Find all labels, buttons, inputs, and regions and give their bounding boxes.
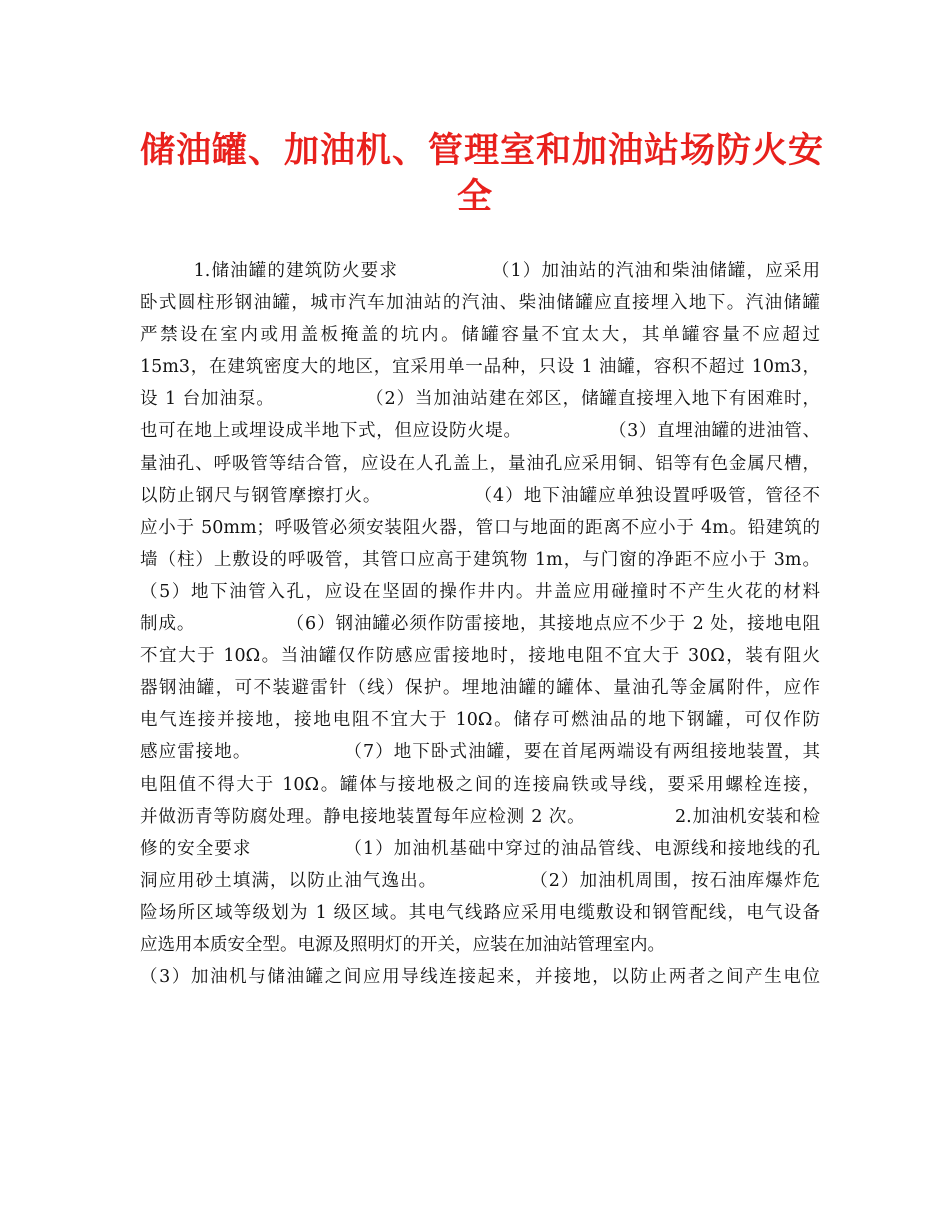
body-line-7: 量油孔、呼吸管等结合管，应设在人孔盖上，量油孔应采用铜、铝等有色金属尺槽，: [140, 453, 820, 474]
body-line-16: 感应雷接地。 （7）地下卧式油罐，要在首尾两端设有两组接地装置，其: [140, 742, 820, 763]
body-line-4: 15m3，在建筑密度大的地区，宜采用单一品种，只设 1 油罐，容积不超过 10m3，: [140, 357, 820, 378]
body-line-1: 1.储油罐的建筑防火要求 （1）加油站的汽油和柴油储罐，应采用: [140, 261, 820, 281]
body-line-14: 器钢油罐，可不装避雷针（线）保护。埋地油罐的罐体、量油孔等金属附件，应作: [140, 678, 820, 699]
title-line-1: 储油罐、加油机、管理室和加油站场防火安: [140, 130, 825, 171]
body-line-11: （5）地下油管入孔，应设在坚固的操作井内。井盖应用碰撞时不产生火花的材料: [140, 581, 820, 602]
body-line-21: 险场所区域等级划为 1 级区域。其电气线路应采用电缆敷设和钢管配线，电气设备: [140, 902, 820, 923]
body-line-22: 应选用本质安全型。电源及照明灯的开关，应装在加油站管理室内。: [140, 934, 665, 955]
body-line-6: 也可在地上或埋设成半地下式，但应设防火堤。 （3）直埋油罐的进油管、: [140, 421, 820, 442]
body-line-20: 洞应用砂土填满，以防止油气逸出。 （2）加油机周围，按石油库爆炸危: [140, 870, 820, 891]
document-body: [140, 255, 820, 993]
body-line-2: 卧式圆柱形钢油罐，城市汽车加油站的汽油、柴油储罐应直接埋入地下。汽油储罐: [140, 293, 820, 314]
body-line-13: 不宜大于 10Ω。当油罐仅作防感应雷接地时，接地电阻不宜大于 30Ω，装有阻火: [140, 646, 820, 667]
body-line-23: （3）加油机与储油罐之间应用导线连接起来，并接地，以防止两者之间产生电位: [140, 967, 820, 988]
body-line-15: 电气连接并接地，接地电阻不宜大于 10Ω。储存可燃油品的地下钢罐，可仅作防: [140, 710, 820, 731]
body-line-8: 以防止钢尺与钢管摩擦打火。 （4）地下油罐应单独设置呼吸管，管径不: [140, 485, 820, 506]
body-line-17: 电阻值不得大于 10Ω。罐体与接地极之间的连接扁铁或导线，要采用螺栓连接，: [140, 774, 820, 795]
body-line-9: 应小于 50mm；呼吸管必须安装阻火器，管口与地面的距离不应小于 4m。铅建筑的: [140, 517, 820, 538]
title-line-2: 全: [456, 176, 493, 217]
body-line-19: 修的安全要求 （1）加油机基础中穿过的油品管线、电源线和接地线的孔: [140, 838, 820, 859]
body-line-5: 设 1 台加油泵。 （2）当加油站建在郊区，储罐直接埋入地下有困难时，: [140, 389, 820, 410]
document-title: [140, 128, 825, 220]
body-line-12: 制成。 （6）钢油罐必须作防雷接地，其接地点应不少于 2 处，接地电阻: [140, 614, 820, 635]
body-line-18: 并做沥青等防腐处理。静电接地装置每年应检测 2 次。 2.加油机安装和检: [140, 806, 820, 827]
body-line-3: 严禁设在室内或用盖板掩盖的坑内。储罐容量不宜太大，其单罐容量不应超过: [140, 325, 820, 346]
body-line-10: 墙（柱）上敷设的呼吸管，其管口应高于建筑物 1m，与门窗的净距不应小于 3m。: [140, 549, 820, 570]
